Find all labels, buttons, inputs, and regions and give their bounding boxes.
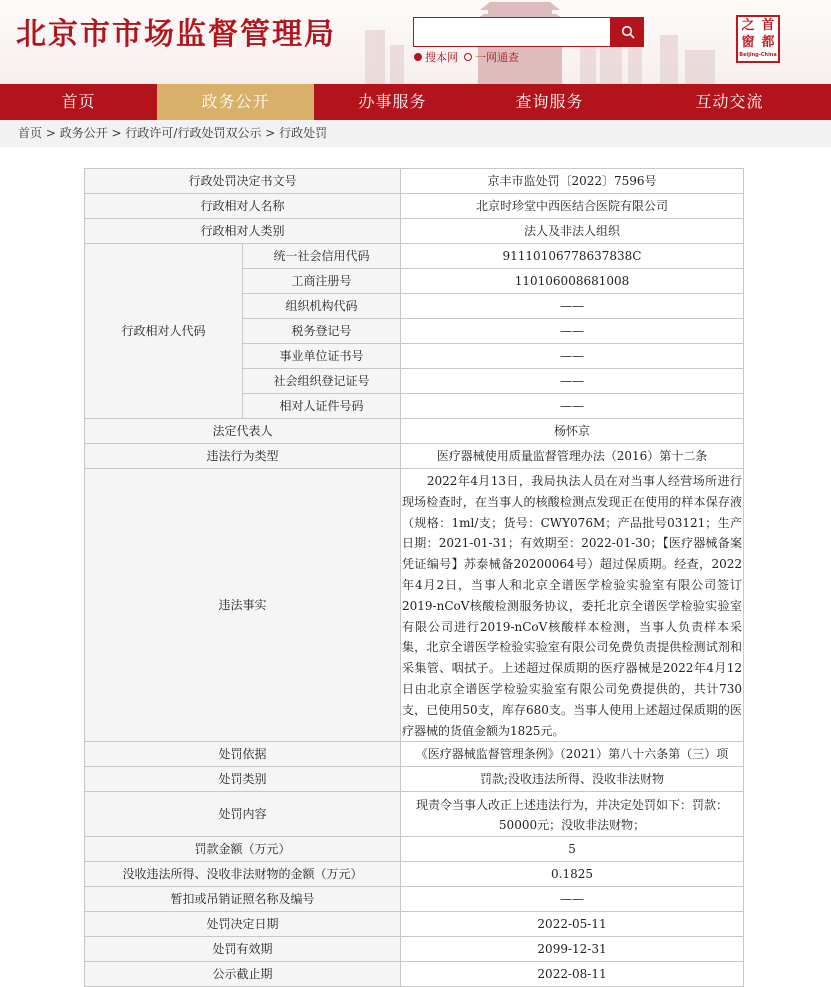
breadcrumb-separator: > [42, 126, 60, 140]
table-row [85, 469, 744, 742]
tax-reg-label: 税务登记号 [243, 319, 401, 344]
nav-item-home[interactable]: 首页 [61, 92, 96, 111]
site-header [0, 0, 831, 84]
seal-char: 首 [761, 18, 775, 33]
legal-rep-label: 法定代表人 [85, 419, 401, 444]
fine-value: 5 [401, 837, 744, 862]
doc-no-value: 京丰市监处罚〔2022〕7596号 [401, 169, 744, 194]
seal-char: 都 [761, 35, 775, 50]
basis-label: 处罚依据 [85, 742, 401, 767]
legal-rep-value: 杨怀京 [401, 419, 744, 444]
table-row [85, 937, 744, 962]
table-row [85, 169, 744, 194]
penalty-type-label: 处罚类别 [85, 767, 401, 792]
breadcrumb [0, 120, 831, 147]
nav-item-query[interactable]: 查询服务 [515, 92, 584, 111]
table-row [85, 887, 744, 912]
business-reg-label: 工商注册号 [243, 269, 401, 294]
id-no-value: —— [401, 394, 744, 419]
confiscation-label: 没收违法所得、没收非法财物的金额（万元） [85, 862, 401, 887]
party-type-label: 行政相对人类别 [85, 219, 401, 244]
license-label: 暂扣或吊销证照名称及编号 [85, 887, 401, 912]
breadcrumb-penalty[interactable]: 行政处罚 [279, 126, 328, 140]
id-no-label: 相对人证件号码 [243, 394, 401, 419]
publish-end-label: 公示截止期 [85, 962, 401, 987]
party-name-label: 行政相对人名称 [85, 194, 401, 219]
search-scope-options [414, 49, 519, 65]
breadcrumb-publicity[interactable]: 行政许可/行政处罚双公示 [125, 126, 262, 140]
decision-date-label: 处罚决定日期 [85, 912, 401, 937]
publish-end-value: 2022-08-11 [401, 962, 744, 987]
seal-char: 窗 [741, 35, 755, 50]
search-input[interactable] [413, 17, 611, 47]
org-code-value: —— [401, 294, 744, 319]
site-title: 北京市市场监督管理局 [16, 17, 336, 52]
table-row [85, 219, 744, 244]
social-org-label: 社会组织登记证号 [243, 369, 401, 394]
facts-label: 违法事实 [85, 469, 401, 742]
radio-selected-icon [414, 53, 422, 61]
breadcrumb-home[interactable]: 首页 [18, 126, 43, 140]
table-row [85, 862, 744, 887]
nav-item-government-affairs[interactable]: 政务公开 [157, 84, 314, 120]
org-code-label: 组织机构代码 [243, 294, 401, 319]
table-row [85, 244, 744, 269]
credit-code-label: 统一社会信用代码 [243, 244, 401, 269]
search-scope-site-label: 搜本网 [425, 51, 458, 64]
decision-date-value: 2022-05-11 [401, 912, 744, 937]
main-nav [0, 84, 831, 120]
party-type-value: 法人及非法人组织 [401, 219, 744, 244]
table-row [85, 912, 744, 937]
credit-code-value: 91110106778637838C [401, 244, 744, 269]
search-scope-all-radio[interactable] [464, 49, 519, 65]
table-row [85, 792, 744, 837]
search-icon [621, 25, 635, 39]
table-row [85, 837, 744, 862]
search-button[interactable] [611, 17, 644, 47]
penalty-content-value: 现责令当事人改正上述违法行为，并决定处罚如下：罚款：50000元；没收非法财物； [401, 792, 744, 837]
violation-type-value: 医疗器械使用质量监督管理办法（2016）第十二条 [401, 444, 744, 469]
license-value: —— [401, 887, 744, 912]
valid-until-label: 处罚有效期 [85, 937, 401, 962]
search-scope-all-label: 一网通查 [475, 51, 519, 64]
capital-window-logo[interactable] [736, 15, 780, 63]
breadcrumb-separator: > [261, 126, 280, 140]
seal-char: 之 [741, 18, 755, 33]
business-reg-value: 110106008681008 [401, 269, 744, 294]
penalty-content-label: 处罚内容 [85, 792, 401, 837]
table-row [85, 444, 744, 469]
basis-value: 《医疗器械监督管理条例》（2021）第八十六条第（三）项 [401, 742, 744, 767]
search-scope-site-radio[interactable] [414, 49, 458, 65]
table-row [85, 962, 744, 987]
valid-until-value: 2099-12-31 [401, 937, 744, 962]
table-row [85, 419, 744, 444]
institution-cert-value: —— [401, 344, 744, 369]
table-row [85, 742, 744, 767]
tax-reg-value: —— [401, 319, 744, 344]
facts-value: 2022年4月13日，我局执法人员在对当事人经营场所进行现场检查时，在当事人的核酸检测点发现正在使用的样本保存液（规格：1ml/支；货号：CWY076M；产品批号03121；生产日期：2021-01-31；有效期至：2022-01-30；【医疗器械备案凭证编号】苏泰械备20200064号）超过保质期。经查，2022年4月2日，当事人和北京全谱医学检验实验室有限公司签订2019-nCoV核酸检测服务协议，委托北京全谱医学检验实验室有限公司进行2019-nCoV核酸样本检测，当事人负责样本采集，北京全谱医学检验实验室有限公司免费负责提供检测试剂和采集管、咽拭子。上述超过保质期的医疗器械是2022年4月12日由北京全谱医学检验实验室有限公司免费提供的，共计730支，已使用50支，库存680支。当事人使用上述超过保质期的医疗器械的货值金额为1825元。 [401, 469, 744, 742]
party-codes-label: 行政相对人代码 [85, 244, 243, 419]
fine-label: 罚款金额（万元） [85, 837, 401, 862]
table-row [85, 194, 744, 219]
penalty-type-value: 罚款;没收违法所得、没收非法财物 [401, 767, 744, 792]
institution-cert-label: 事业单位证书号 [243, 344, 401, 369]
violation-type-label: 违法行为类型 [85, 444, 401, 469]
seal-subtitle: Beijing-China [739, 52, 777, 58]
penalty-record-table [84, 168, 744, 987]
confiscation-value: 0.1825 [401, 862, 744, 887]
nav-item-interaction[interactable]: 互动交流 [695, 92, 764, 111]
breadcrumb-government-affairs[interactable]: 政务公开 [59, 126, 108, 140]
social-org-value: —— [401, 369, 744, 394]
radio-unselected-icon [464, 53, 472, 61]
nav-item-services[interactable]: 办事服务 [358, 92, 427, 111]
party-name-value: 北京时珍堂中西医结合医院有限公司 [401, 194, 744, 219]
doc-no-label: 行政处罚决定书文号 [85, 169, 401, 194]
table-row [85, 767, 744, 792]
breadcrumb-separator: > [107, 126, 126, 140]
